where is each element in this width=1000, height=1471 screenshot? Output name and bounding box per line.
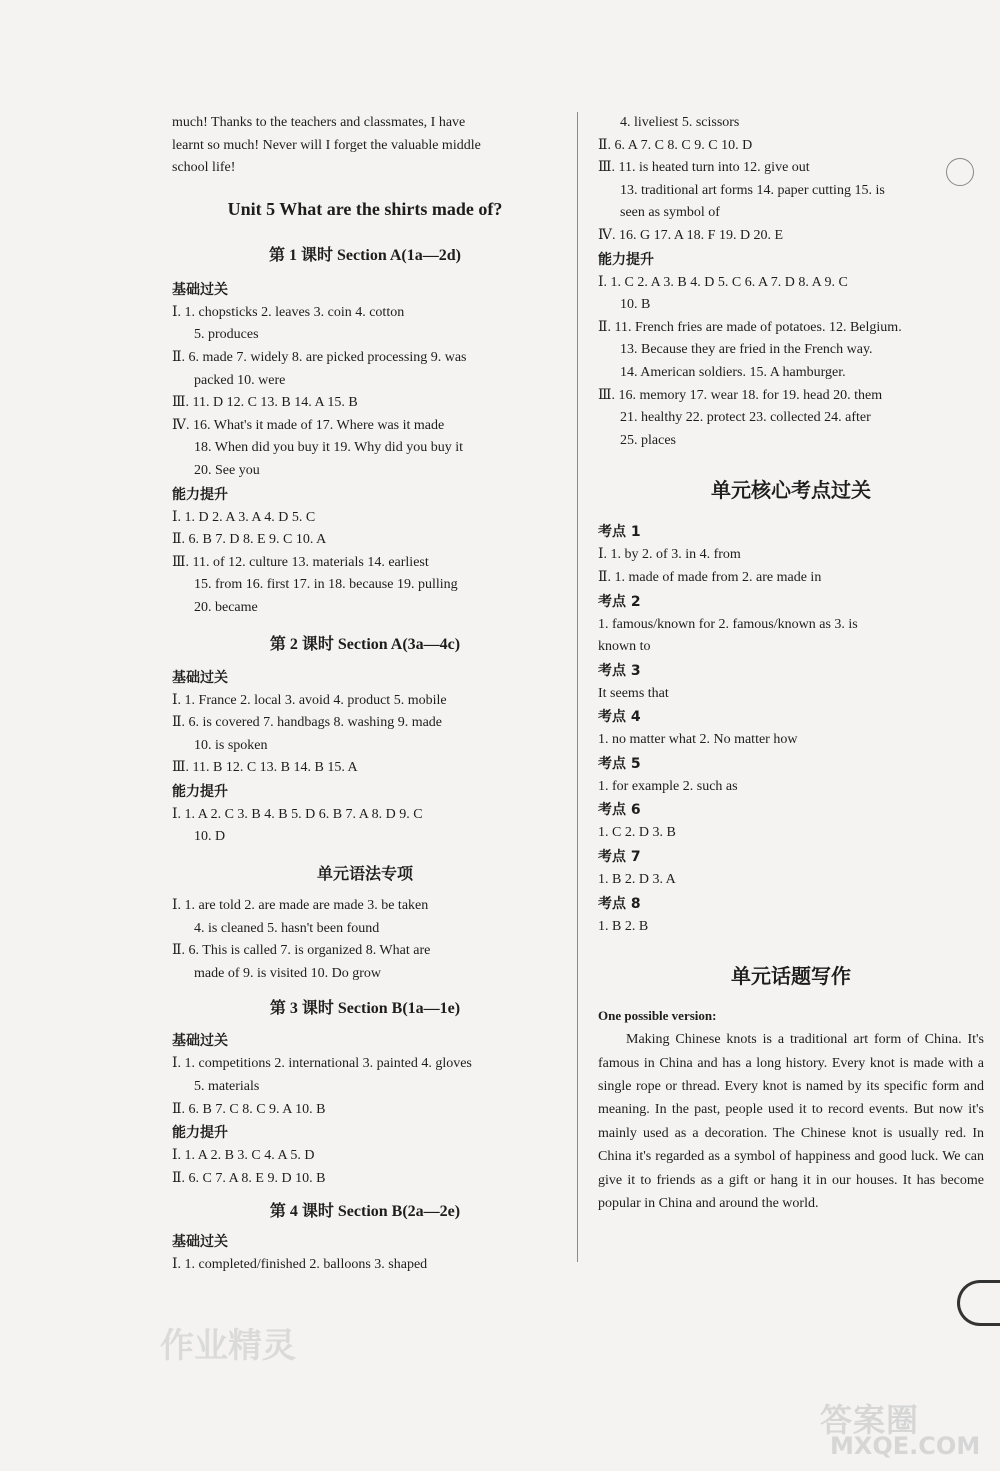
answer-line: Ⅲ. 11. D 12. C 13. B 14. A 15. B (172, 395, 358, 411)
answer-line: 13. Because they are fried in the French way. (620, 342, 873, 358)
answer-line: 1. no matter what 2. No matter how (598, 732, 798, 748)
answer-line: 1. B 2. B (598, 918, 649, 934)
section-title-2: 第 2 课时 Section A(3a—4c) (269, 635, 461, 653)
core-point-heading: 考点 7 (598, 849, 641, 866)
answer-line: 4. is cleaned 5. hasn't been found (194, 920, 380, 936)
page-edge-tab (957, 1280, 1000, 1326)
answer-line: Ⅱ. 6. A 7. C 8. C 9. C 10. D (598, 137, 753, 153)
answer-line: Ⅰ. 1. A 2. B 3. C 4. A 5. D (172, 1148, 315, 1164)
core-point-heading: 考点 5 (598, 755, 641, 772)
answer-line: 13. traditional art forms 14. paper cutting 15. is (620, 182, 885, 198)
answer-line: Ⅱ. 11. French fries are made of potatoes. 12. Belgium. (598, 319, 902, 335)
answer-line: Ⅲ. 11. is heated turn into 12. give out (598, 160, 810, 176)
intro-line: school life! (172, 160, 236, 176)
answer-line: 25. places (620, 432, 676, 448)
answer-line: 4. liveliest 5. scissors (620, 115, 740, 130)
writing-title: 单元话题写作 (731, 964, 851, 989)
answer-line: Ⅲ. 11. of 12. culture 13. materials 14. earliest (172, 554, 429, 570)
answer-line: Ⅲ. 16. memory 17. wear 18. for 19. head 20. them (598, 387, 883, 403)
answer-line: 10. B (620, 297, 651, 313)
section-title-4: 第 4 课时 Section B(2a—2e) (269, 1203, 461, 1221)
intro-line: learnt so much! Never will I forget the valuable middle (172, 137, 481, 153)
right-column (598, 112, 984, 1216)
subhead-basic: 基础过关 (172, 1234, 228, 1251)
answer-line: Ⅰ. 1. competitions 2. international 3. painted 4. gloves (172, 1056, 472, 1072)
core-point-heading: 考点 3 (598, 662, 641, 679)
answer-line: Ⅰ. 1. D 2. A 3. A 4. D 5. C (172, 509, 316, 525)
answer-line: Ⅱ. 6. This is called 7. is organized 8. What are (172, 943, 431, 959)
essay-paragraph: Making Chinese knots is a traditional art form of China. It's famous in China and has a long history. Every knot is made with a single rope or thread. Every knot is named by its specific form and meaning. In the past, people used it to record events. But now it's mainly used as a decoration. The Chinese knot is usually red. In China it's regarded as a symbol of happiness and good luck. We can give it to friends as a gift or hang it in our houses. It has become popular in China and around the world. (598, 1032, 984, 1212)
answer-line: Ⅱ. 1. made of made from 2. are made in (598, 569, 822, 585)
answer-line: 18. When did you buy it 19. Why did you buy it (194, 440, 463, 456)
intro-paragraph (172, 112, 558, 180)
left-column (172, 112, 558, 1277)
answer-line: Ⅱ. 6. B 7. C 8. C 9. A 10. B (172, 1101, 326, 1117)
section-title-3: 第 3 课时 Section B(1a—1e) (269, 1000, 461, 1018)
answer-line: Ⅰ. 1. are told 2. are made are made 3. be taken (172, 898, 429, 914)
unit-title: Unit 5 What are the shirts made of? (227, 198, 503, 219)
answer-line: seen as symbol of (620, 205, 720, 221)
answer-line: made of 9. is visited 10. Do grow (194, 965, 382, 981)
answer-line: Ⅳ. 16. What's it made of 17. Where was it made (172, 417, 445, 433)
core-title: 单元核心考点过关 (711, 478, 871, 503)
answer-line: 1. B 2. D 3. A (598, 872, 676, 888)
answer-line: 10. D (194, 829, 226, 845)
subhead-basic: 基础过关 (172, 1033, 228, 1050)
answer-line: 5. materials (194, 1079, 260, 1095)
answer-line: 10. is spoken (194, 737, 268, 753)
subhead-basic: 基础过关 (172, 669, 228, 686)
answer-line: 21. healthy 22. protect 23. collected 24. after (620, 410, 871, 426)
answer-block-mid (598, 272, 984, 453)
version-label: One possible version: (598, 1008, 717, 1024)
subhead-ability: 能力提升 (172, 1125, 228, 1142)
stamp-mark (946, 158, 974, 186)
section-title-grammar: 单元语法专项 (316, 866, 413, 884)
answer-line: Ⅰ. 1. chopsticks 2. leaves 3. coin 4. cotton (172, 304, 405, 320)
subhead-ability: 能力提升 (598, 251, 654, 268)
answer-line: 5. produces (194, 327, 259, 343)
answer-line: Ⅰ. 1. A 2. C 3. B 4. B 5. D 6. B 7. A 8. D 9. C (172, 806, 423, 822)
answer-line: Ⅳ. 16. G 17. A 18. F 19. D 20. E (598, 227, 784, 243)
answer-line: 15. from 16. first 17. in 18. because 19. pulling (194, 577, 458, 593)
core-point-heading: 考点 4 (598, 709, 641, 726)
answer-line: It seems that (598, 685, 669, 701)
answer-line: 1. for example 2. such as (598, 778, 738, 794)
column-divider (577, 112, 578, 1262)
subhead-ability: 能力提升 (172, 486, 228, 503)
answer-line: Ⅲ. 11. B 12. C 13. B 14. B 15. A (172, 760, 358, 776)
answer-line: 1. C 2. D 3. B (598, 825, 676, 841)
answer-line: 1. famous/known for 2. famous/known as 3. is (598, 616, 858, 632)
watermark-url: MXQE.COM (830, 1432, 981, 1460)
answer-block-top (598, 112, 984, 248)
answer-line: Ⅰ. 1. C 2. A 3. B 4. D 5. C 6. A 7. D 8. A 9. C (598, 274, 848, 290)
intro-line: much! Thanks to the teachers and classmates, I have (172, 115, 466, 130)
answer-line: 20. became (194, 599, 258, 615)
answer-line: Ⅱ. 6. is covered 7. handbags 8. washing 9. made (172, 715, 443, 731)
answer-line: 14. American soldiers. 15. A hamburger. (620, 364, 846, 380)
answer-line: Ⅱ. 6. C 7. A 8. E 9. D 10. B (172, 1170, 326, 1186)
core-point-heading: 考点 2 (598, 593, 641, 610)
answer-line: Ⅱ. 6. made 7. widely 8. are picked processing 9. was (172, 349, 467, 365)
answer-line: Ⅱ. 6. B 7. D 8. E 9. C 10. A (172, 532, 327, 548)
answer-line: Ⅰ. 1. by 2. of 3. in 4. from (598, 547, 741, 563)
answer-line: packed 10. were (194, 372, 286, 388)
answer-line: 20. See you (194, 462, 260, 478)
core-point-heading: 考点 8 (598, 895, 641, 912)
answer-line: Ⅰ. 1. completed/finished 2. balloons 3. shaped (172, 1257, 428, 1273)
watermark-logo: 答案圈 (820, 1401, 920, 1439)
section-title-1: 第 1 课时 Section A(1a—2d) (268, 246, 461, 264)
core-point-heading: 考点 1 (598, 524, 641, 541)
faint-print: 作业精灵 (160, 1326, 296, 1366)
core-point-heading: 考点 6 (598, 802, 641, 819)
answer-line: Ⅰ. 1. France 2. local 3. avoid 4. product 5. mobile (172, 692, 447, 708)
answer-line: known to (598, 639, 651, 655)
subhead-basic: 基础过关 (172, 281, 228, 298)
subhead-ability: 能力提升 (172, 783, 228, 800)
core-points (598, 516, 984, 938)
